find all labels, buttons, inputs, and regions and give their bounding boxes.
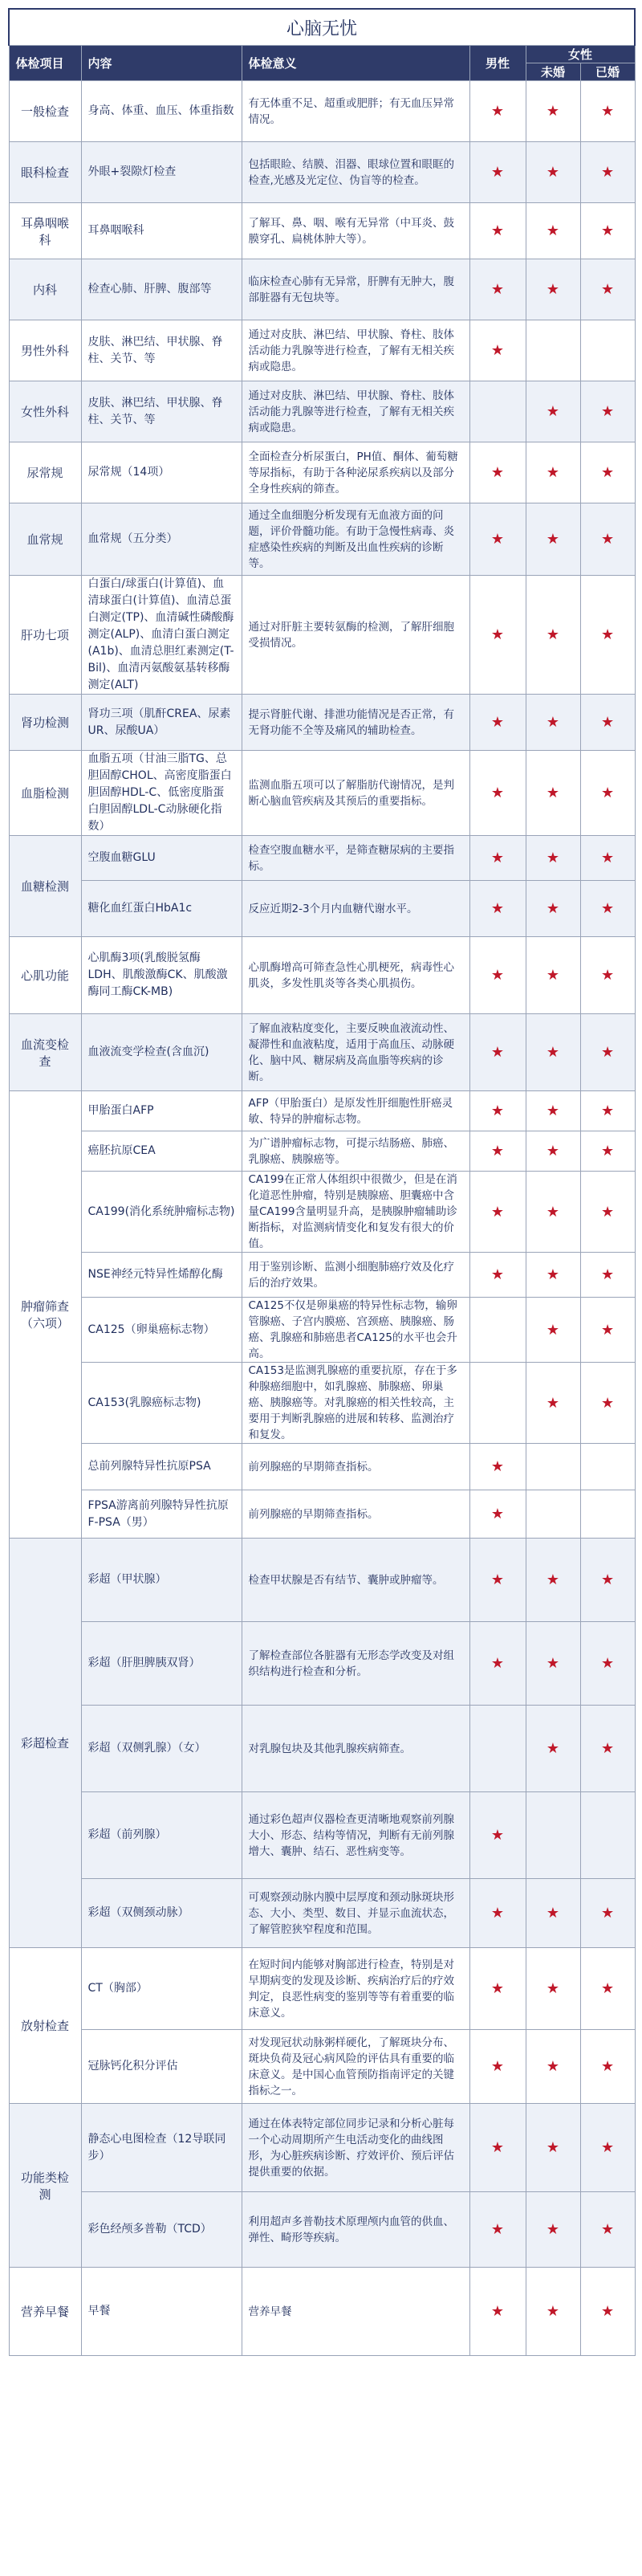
male-star-icon: ★ (469, 576, 526, 695)
married-star-icon: ★ (580, 1622, 635, 1706)
exam-meaning: 对发现冠状动脉粥样硬化，了解斑块分布、斑块负荷及冠心病风险的评估具有重要的临床意义。是中国心血管预防指南评定的关键指标之一。 (242, 2030, 469, 2104)
exam-meaning: 营养早餐 (242, 2268, 469, 2356)
exam-meaning: 可观察颈动脉内膜中层厚度和颈动脉斑块形态、大小、类型、数目、并显示血流状态，了解管腔狭窄程度和范围。 (242, 1879, 469, 1948)
married-star-icon: ★ (580, 1091, 635, 1131)
table-row (9, 381, 635, 442)
exam-meaning: CA125不仅是卵巢癌的特异性标志物，输卵管腺癌、子宫内膜癌、宫颈癌、胰腺癌、肠癌、乳腺癌和肺癌患者CA125的水平也会升高。 (242, 1298, 469, 1363)
male-star-icon: ★ (469, 1879, 526, 1948)
unmarried-star-icon: ★ (526, 1879, 580, 1948)
male-star-icon: ★ (469, 695, 526, 751)
table-row (9, 2268, 635, 2356)
table-row (9, 937, 635, 1014)
male-star-icon: ★ (469, 1253, 526, 1298)
exam-content: 肾功三项（肌酐CREA、尿素UR、尿酸UA） (81, 695, 242, 751)
male-star-icon: ★ (469, 1131, 526, 1172)
exam-category: 功能类检测 (9, 2104, 81, 2268)
exam-content: 皮肤、淋巴结、甲状腺、脊柱、关节、等 (81, 320, 242, 381)
exam-meaning: 前列腺癌的早期筛查指标。 (242, 1490, 469, 1539)
header-meaning: 体检意义 (242, 46, 469, 81)
exam-meaning: CA153是监测乳腺癌的重要抗原，存在于多种腺癌细胞中，如乳腺癌、肺腺癌、卵巢癌、胰腺癌等。对乳腺癌的相关性较高，主要用于判断乳腺癌的进展和转移、监测治疗和复发。 (242, 1363, 469, 1444)
unmarried-star-icon (526, 1444, 580, 1490)
male-star-icon: ★ (469, 937, 526, 1014)
unmarried-star-icon: ★ (526, 751, 580, 836)
unmarried-star-icon: ★ (526, 695, 580, 751)
married-star-icon: ★ (580, 1014, 635, 1091)
header-unmarried: 未婚 (526, 63, 580, 81)
table-row (9, 1253, 635, 1298)
exam-category: 肾功检测 (9, 695, 81, 751)
exam-meaning: 反应近期2-3个月内血糖代谢水平。 (242, 881, 469, 937)
exam-category: 放射检查 (9, 1948, 81, 2104)
table-row (9, 442, 635, 503)
married-star-icon: ★ (580, 2030, 635, 2104)
exam-content: 总前列腺特异性抗原PSA (81, 1444, 242, 1490)
table-row (9, 259, 635, 320)
exam-content: 血常规（五分类） (81, 503, 242, 576)
married-star-icon: ★ (580, 881, 635, 937)
exam-category: 内科 (9, 259, 81, 320)
exam-content: 白蛋白/球蛋白(计算值)、血清球蛋白(计算值)、血清总蛋白测定(TP)、血清碱性磷酸酶测定(ALP)、血清白蛋白测定(A1b)、血清总胆红素测定(T-Bil)、血清丙氨酸氨基转移酶测定(ALT) (81, 576, 242, 695)
exam-content: 血液流变学检查(含血沉) (81, 1014, 242, 1091)
exam-content: 尿常规（14项） (81, 442, 242, 503)
male-star-icon (469, 1706, 526, 1792)
table-row (9, 1091, 635, 1131)
exam-content: 耳鼻咽喉科 (81, 203, 242, 259)
table-row (9, 751, 635, 836)
married-star-icon: ★ (580, 937, 635, 1014)
exam-category: 血糖检测 (9, 836, 81, 937)
exam-category: 营养早餐 (9, 2268, 81, 2356)
exam-meaning: 全面检查分析尿蛋白，PH值、酮体、葡萄糖等尿指标，有助于各种泌尿系疾病以及部分全身性疾病的筛查。 (242, 442, 469, 503)
exam-package-sheet (8, 8, 634, 2356)
exam-category: 眼科检查 (9, 142, 81, 203)
exam-content: 冠脉钙化积分评估 (81, 2030, 242, 2104)
exam-meaning: 为广谱肿瘤标志物，可提示结肠癌、肺癌、乳腺癌、胰腺癌等。 (242, 1131, 469, 1172)
table-row (9, 142, 635, 203)
married-star-icon: ★ (580, 142, 635, 203)
exam-category: 血常规 (9, 503, 81, 576)
married-star-icon: ★ (580, 442, 635, 503)
exam-meaning: 临床检查心肺有无异常，肝脾有无肿大，腹部脏器有无包块等。 (242, 259, 469, 320)
unmarried-star-icon: ★ (526, 1091, 580, 1131)
unmarried-star-icon: ★ (526, 1622, 580, 1706)
table-row (9, 1490, 635, 1539)
married-star-icon: ★ (580, 2192, 635, 2268)
exam-meaning: 检查甲状腺是否有结节、囊肿或肿瘤等。 (242, 1539, 469, 1622)
unmarried-star-icon: ★ (526, 1172, 580, 1253)
exam-category: 肿瘤筛查（六项） (9, 1091, 81, 1539)
male-star-icon: ★ (469, 1172, 526, 1253)
exam-meaning: 通过对皮肤、淋巴结、甲状腺、脊柱、肢体活动能力乳腺等进行检查，了解有无相关疾病或隐患。 (242, 381, 469, 442)
table-row (9, 1131, 635, 1172)
unmarried-star-icon: ★ (526, 503, 580, 576)
table-row (9, 81, 635, 142)
exam-content: 皮肤、淋巴结、甲状腺、脊柱、关节、等 (81, 381, 242, 442)
unmarried-star-icon: ★ (526, 2192, 580, 2268)
header-category: 体检项目 (9, 46, 81, 81)
exam-meaning: CA199在正常人体组织中很微少，但是在消化道恶性肿瘤，特别是胰腺癌、胆囊癌中含量CA199含量明显升高，是胰腺肿瘤辅助诊断指标，对监测病情变化和复发有很大的价值。 (242, 1172, 469, 1253)
unmarried-star-icon: ★ (526, 836, 580, 881)
table-row (9, 881, 635, 937)
male-star-icon: ★ (469, 2104, 526, 2192)
male-star-icon: ★ (469, 1444, 526, 1490)
exam-meaning: 通过彩色超声仪器检查更清晰地观察前列腺大小、形态、结构等情况，判断有无前列腺增大、囊肿、结石、恶性病变等。 (242, 1792, 469, 1879)
male-star-icon (469, 1363, 526, 1444)
table-row (9, 320, 635, 381)
married-star-icon: ★ (580, 503, 635, 576)
table-row (9, 576, 635, 695)
married-star-icon: ★ (580, 1253, 635, 1298)
exam-category: 女性外科 (9, 381, 81, 442)
unmarried-star-icon: ★ (526, 2104, 580, 2192)
married-star-icon (580, 1792, 635, 1879)
exam-category: 男性外科 (9, 320, 81, 381)
table-row (9, 695, 635, 751)
table-row (9, 1014, 635, 1091)
table-row (9, 1879, 635, 1948)
exam-meaning: 通过对皮肤、淋巴结、甲状腺、脊柱、肢体活动能力乳腺等进行检查，了解有无相关疾病或隐患。 (242, 320, 469, 381)
unmarried-star-icon: ★ (526, 881, 580, 937)
unmarried-star-icon: ★ (526, 1539, 580, 1622)
table-row (9, 1792, 635, 1879)
table-row (9, 1706, 635, 1792)
exam-category: 血流变检查 (9, 1014, 81, 1091)
exam-content: 身高、体重、血压、体重指数 (81, 81, 242, 142)
header-married: 已婚 (580, 63, 635, 81)
exam-meaning: 了解检查部位各脏器有无形态学改变及对组织结构进行检查和分析。 (242, 1622, 469, 1706)
exam-content: 空腹血糖GLU (81, 836, 242, 881)
exam-meaning: 利用超声多普勒技术原理颅内血管的供血、弹性、畸形等疾病。 (242, 2192, 469, 2268)
table-row (9, 1172, 635, 1253)
male-star-icon: ★ (469, 320, 526, 381)
table-row (9, 203, 635, 259)
married-star-icon: ★ (580, 1172, 635, 1253)
exam-content: CT（胸部） (81, 1948, 242, 2030)
package-title: 心脑无忧 (9, 9, 635, 46)
table-row (9, 1444, 635, 1490)
header-content: 内容 (81, 46, 242, 81)
unmarried-star-icon: ★ (526, 576, 580, 695)
unmarried-star-icon (526, 1792, 580, 1879)
male-star-icon: ★ (469, 751, 526, 836)
unmarried-star-icon: ★ (526, 259, 580, 320)
unmarried-star-icon: ★ (526, 203, 580, 259)
exam-category: 一般检查 (9, 81, 81, 142)
exam-content: 彩超（肝胆脾胰双肾） (81, 1622, 242, 1706)
married-star-icon: ★ (580, 836, 635, 881)
table-row (9, 2030, 635, 2104)
male-star-icon: ★ (469, 142, 526, 203)
table-row (9, 1948, 635, 2030)
male-star-icon: ★ (469, 442, 526, 503)
unmarried-star-icon: ★ (526, 1253, 580, 1298)
table-row (9, 1363, 635, 1444)
married-star-icon: ★ (580, 81, 635, 142)
married-star-icon: ★ (580, 1948, 635, 2030)
exam-category: 耳鼻咽喉科 (9, 203, 81, 259)
exam-content: 糖化血红蛋白HbA1c (81, 881, 242, 937)
table-row (9, 836, 635, 881)
exam-category: 尿常规 (9, 442, 81, 503)
unmarried-star-icon: ★ (526, 1131, 580, 1172)
exam-meaning: 了解耳、鼻、咽、喉有无异常（中耳炎、鼓膜穿孔、扁桃体肿大等）。 (242, 203, 469, 259)
married-star-icon: ★ (580, 1539, 635, 1622)
male-star-icon: ★ (469, 1539, 526, 1622)
exam-meaning: 提示肾脏代谢、排泄功能情况是否正常，有无肾功能不全等及痛风的辅助检查。 (242, 695, 469, 751)
married-star-icon: ★ (580, 381, 635, 442)
table-row (9, 1539, 635, 1622)
exam-meaning: 在短时间内能够对胸部进行检查，特别是对早期病变的发现及诊断、疾病治疗后的疗效判定，良恶性病变的鉴别等等有着重要的临床意义。 (242, 1948, 469, 2030)
male-star-icon: ★ (469, 836, 526, 881)
exam-content: CA153(乳腺癌标志物) (81, 1363, 242, 1444)
married-star-icon: ★ (580, 203, 635, 259)
exam-table (8, 8, 636, 2356)
exam-content: CA199(消化系统肿瘤标志物) (81, 1172, 242, 1253)
exam-meaning: 对乳腺包块及其他乳腺疾病筛查。 (242, 1706, 469, 1792)
male-star-icon: ★ (469, 259, 526, 320)
unmarried-star-icon: ★ (526, 381, 580, 442)
exam-content: CA125（卵巢癌标志物） (81, 1298, 242, 1363)
exam-meaning: 有无体重不足、超重或肥胖；有无血压异常情况。 (242, 81, 469, 142)
header-female: 女性 (526, 46, 635, 63)
married-star-icon: ★ (580, 1363, 635, 1444)
male-star-icon: ★ (469, 1622, 526, 1706)
unmarried-star-icon: ★ (526, 937, 580, 1014)
married-star-icon: ★ (580, 1706, 635, 1792)
exam-meaning: 了解血液粘度变化，主要反映血液流动性、凝滞性和血液粘度，适用于高血压、动脉硬化、脑中风、糖尿病及高血脂等疾病的诊断。 (242, 1014, 469, 1091)
exam-content: 检查心肺、肝脾、腹部等 (81, 259, 242, 320)
exam-meaning: AFP（甲胎蛋白）是原发性肝细胞性肝癌灵敏、特异的肿瘤标志物。 (242, 1091, 469, 1131)
male-star-icon: ★ (469, 503, 526, 576)
male-star-icon (469, 1298, 526, 1363)
unmarried-star-icon: ★ (526, 1706, 580, 1792)
unmarried-star-icon: ★ (526, 1948, 580, 2030)
exam-meaning: 心肌酶增高可筛查急性心肌梗死，病毒性心肌炎，多发性肌炎等各类心肌损伤。 (242, 937, 469, 1014)
male-star-icon (469, 381, 526, 442)
exam-meaning: 包括眼睑、结膜、泪器、眼球位置和眼眶的检查,光感及光定位、伪盲等的检查。 (242, 142, 469, 203)
married-star-icon (580, 1490, 635, 1539)
exam-meaning: 通过对肝脏主要转氨酶的检测，了解肝细胞受损情况。 (242, 576, 469, 695)
unmarried-star-icon: ★ (526, 1298, 580, 1363)
exam-category: 心肌功能 (9, 937, 81, 1014)
exam-meaning: 前列腺癌的早期筛查指标。 (242, 1444, 469, 1490)
table-row (9, 2192, 635, 2268)
exam-category: 肝功七项 (9, 576, 81, 695)
exam-content: NSE神经元特异性烯醇化酶 (81, 1253, 242, 1298)
exam-meaning: 检查空腹血糖水平，是筛查糖尿病的主要指标。 (242, 836, 469, 881)
male-star-icon: ★ (469, 881, 526, 937)
married-star-icon: ★ (580, 576, 635, 695)
married-star-icon: ★ (580, 1131, 635, 1172)
exam-content: 外眼+裂隙灯检查 (81, 142, 242, 203)
married-star-icon: ★ (580, 259, 635, 320)
married-star-icon (580, 320, 635, 381)
married-star-icon: ★ (580, 1298, 635, 1363)
exam-meaning: 监测血脂五项可以了解脂肪代谢情况，是判断心脑血管疾病及其预后的重要指标。 (242, 751, 469, 836)
male-star-icon: ★ (469, 2030, 526, 2104)
male-star-icon: ★ (469, 81, 526, 142)
exam-content: 彩超（双侧乳腺）（女） (81, 1706, 242, 1792)
exam-content: 彩超（前列腺） (81, 1792, 242, 1879)
exam-content: 彩超（双侧颈动脉） (81, 1879, 242, 1948)
exam-content: 癌胚抗原CEA (81, 1131, 242, 1172)
exam-content: 心肌酶3项(乳酸脱氢酶LDH、肌酸激酶CK、肌酸激酶同工酶CK-MB) (81, 937, 242, 1014)
married-star-icon: ★ (580, 1879, 635, 1948)
table-row (9, 1298, 635, 1363)
table-row (9, 2104, 635, 2192)
exam-content: 甲胎蛋白AFP (81, 1091, 242, 1131)
unmarried-star-icon: ★ (526, 81, 580, 142)
unmarried-star-icon: ★ (526, 442, 580, 503)
exam-meaning: 通过在体表特定部位同步记录和分析心脏每一个心动周期所产生电活动变化的曲线图形，为心脏疾病诊断、疗效评价、预后评估提供重要的依据。 (242, 2104, 469, 2192)
exam-category: 血脂检测 (9, 751, 81, 836)
unmarried-star-icon: ★ (526, 142, 580, 203)
male-star-icon: ★ (469, 1490, 526, 1539)
unmarried-star-icon: ★ (526, 1014, 580, 1091)
male-star-icon: ★ (469, 2192, 526, 2268)
exam-content: 早餐 (81, 2268, 242, 2356)
married-star-icon: ★ (580, 2104, 635, 2192)
table-row (9, 503, 635, 576)
married-star-icon (580, 1444, 635, 1490)
married-star-icon: ★ (580, 751, 635, 836)
exam-content: FPSA游离前列腺特异性抗原F-PSA（男） (81, 1490, 242, 1539)
unmarried-star-icon (526, 1490, 580, 1539)
header-male: 男性 (469, 46, 526, 81)
male-star-icon: ★ (469, 1091, 526, 1131)
male-star-icon: ★ (469, 2268, 526, 2356)
exam-content: 彩色经颅多普勒（TCD） (81, 2192, 242, 2268)
exam-content: 血脂五项（甘油三脂TG、总胆固醇CHOL、高密度脂蛋白胆固醇HDL-C、低密度脂蛋白胆固醇LDL-C动脉硬化指数） (81, 751, 242, 836)
unmarried-star-icon: ★ (526, 2268, 580, 2356)
exam-category: 彩超检查 (9, 1539, 81, 1948)
unmarried-star-icon: ★ (526, 2030, 580, 2104)
male-star-icon: ★ (469, 1014, 526, 1091)
male-star-icon: ★ (469, 1948, 526, 2030)
exam-content: 彩超（甲状腺） (81, 1539, 242, 1622)
married-star-icon: ★ (580, 695, 635, 751)
exam-meaning: 用于鉴别诊断、监测小细胞肺癌疗效及化疗后的治疗效果。 (242, 1253, 469, 1298)
unmarried-star-icon: ★ (526, 1363, 580, 1444)
table-row (9, 1622, 635, 1706)
unmarried-star-icon (526, 320, 580, 381)
male-star-icon: ★ (469, 1792, 526, 1879)
exam-meaning: 通过全血细胞分析发现有无血液方面的问题，评价骨髓功能。有助于急慢性病毒、炎症感染性疾病的判断及出血性疾病的诊断等。 (242, 503, 469, 576)
male-star-icon: ★ (469, 203, 526, 259)
exam-content: 静态心电图检查（12导联同步） (81, 2104, 242, 2192)
married-star-icon: ★ (580, 2268, 635, 2356)
